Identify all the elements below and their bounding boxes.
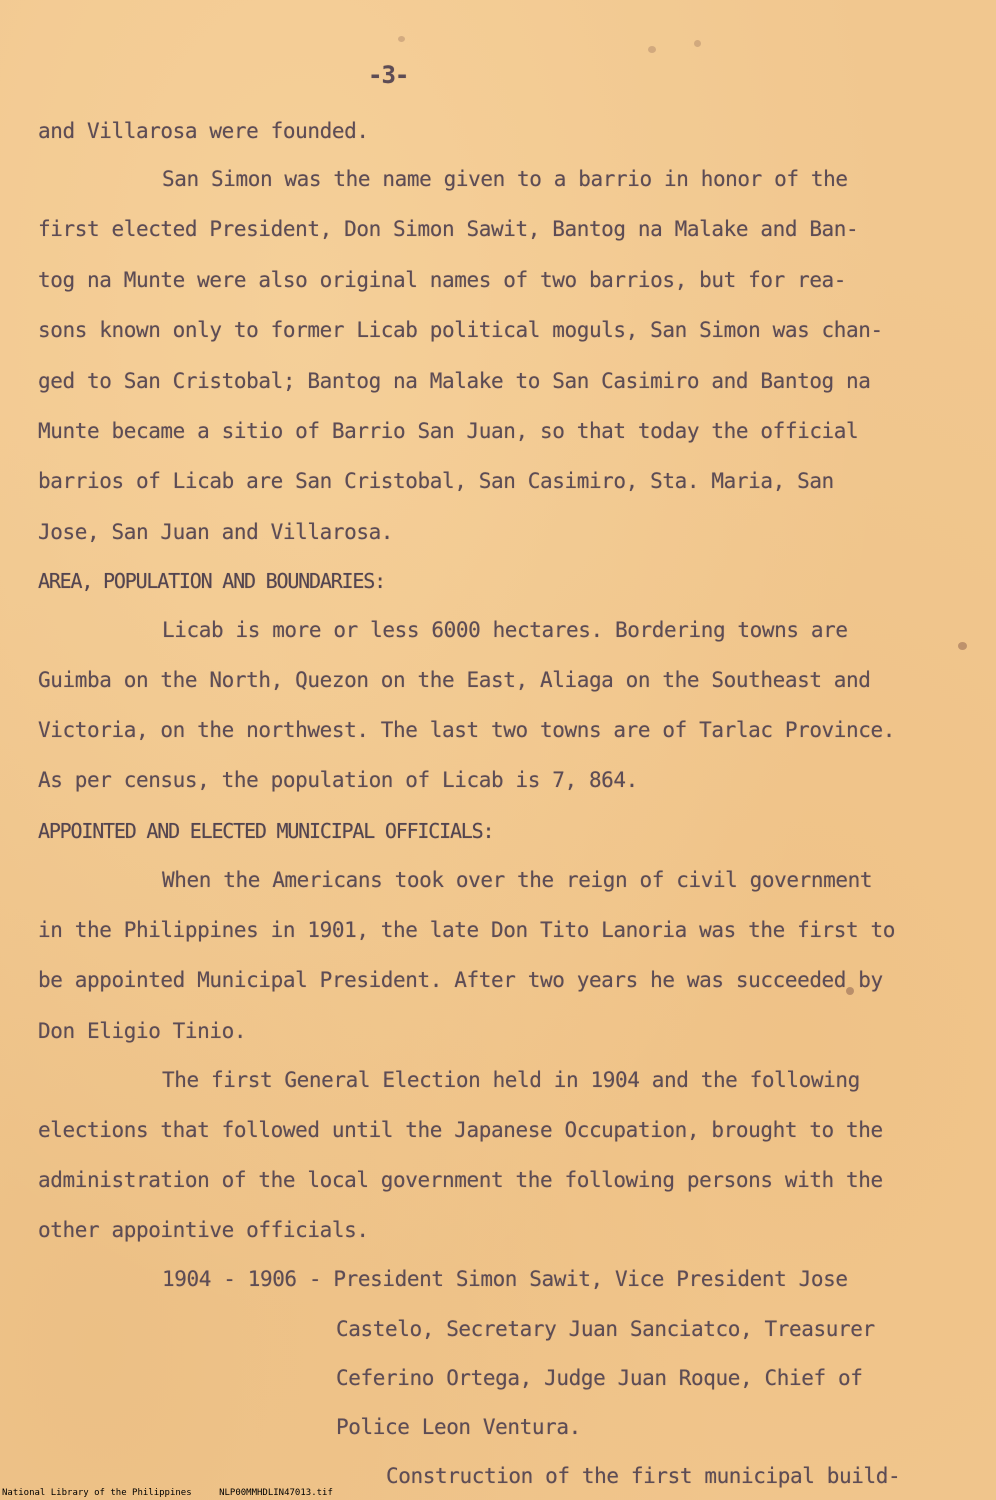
section-heading-area: AREA, POPULATION AND BOUNDARIES: (38, 569, 385, 593)
paper-spot (958, 642, 967, 650)
paper-spot (648, 46, 656, 53)
text-line: 1904 - 1906 - President Simon Sawit, Vice President Jose (162, 1267, 848, 1291)
text-line: San Simon was the name given to a barrio in honor of the (162, 167, 848, 191)
text-line: As per census, the population of Licab is 7, 864. (38, 768, 638, 792)
text-line: administration of the local government the following persons with the (38, 1168, 883, 1192)
text-line: elections that followed until the Japanese Occupation, brought to the (38, 1118, 883, 1142)
text-line: other appointive officials. (38, 1218, 369, 1242)
text-line: Don Eligio Tinio. (38, 1019, 247, 1043)
paper-spot (846, 987, 854, 995)
paper-spot (398, 36, 405, 42)
text-line: Jose, San Juan and Villarosa. (38, 520, 394, 544)
text-line: tog na Munte were also original names of two barrios, but for rea- (38, 268, 847, 292)
text-line: ged to San Cristobal; Bantog na Malake to San Casimiro and Bantog na (38, 369, 871, 393)
section-heading-officials: APPOINTED AND ELECTED MUNICIPAL OFFICIALS: (38, 819, 494, 843)
page-number: -3- (368, 61, 409, 89)
text-line: first elected President, Don Simon Sawit, Bantog na Malake and Ban- (38, 217, 859, 241)
scan-footer (0, 1486, 355, 1500)
text-line: sons known only to former Licab political moguls, San Simon was chan- (38, 318, 883, 342)
text-line: and Villarosa were founded. (38, 119, 369, 143)
paper-spot (694, 40, 701, 47)
footer-file-id: NLP00MMHDLIN47013.tif (219, 1488, 333, 1498)
text-line: Munte became a sitio of Barrio San Juan, so that today the official (38, 419, 859, 443)
text-line: Construction of the first municipal build- (386, 1464, 901, 1488)
footer-institution: National Library of the Philippines (2, 1488, 192, 1498)
text-line: When the Americans took over the reign of civil government (162, 868, 873, 892)
text-line: Licab is more or less 6000 hectares. Bordering towns are (162, 618, 848, 642)
text-line: The first General Election held in 1904 and the following (162, 1068, 860, 1092)
text-line: Ceferino Ortega, Judge Juan Roque, Chief of (336, 1366, 863, 1390)
text-line: Guimba on the North, Quezon on the East, Aliaga on the Southeast and (38, 668, 871, 692)
text-line: Police Leon Ventura. (336, 1415, 581, 1439)
text-line: Victoria, on the northwest. The last two towns are of Tarlac Province. (38, 718, 896, 742)
text-line: in the Philippines in 1901, the late Don Tito Lanoria was the first to (38, 918, 896, 942)
text-line: be appointed Municipal President. After two years he was succeeded by (38, 968, 883, 992)
text-line: Castelo, Secretary Juan Sanciatco, Treasurer (336, 1317, 875, 1341)
text-line: barrios of Licab are San Cristobal, San Casimiro, Sta. Maria, San (38, 469, 834, 493)
